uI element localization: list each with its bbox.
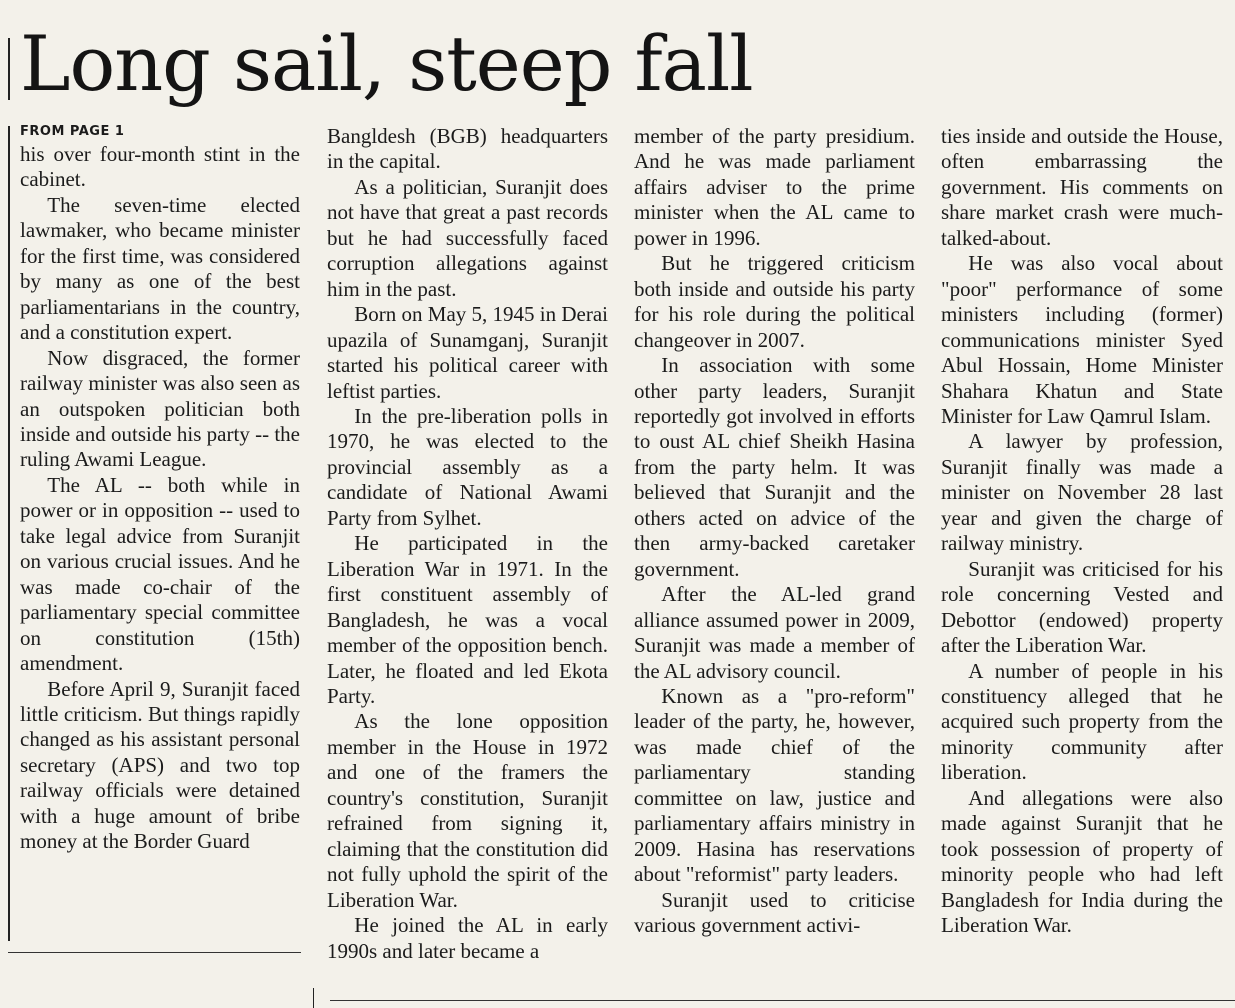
article-column-4 xyxy=(941,124,1223,939)
jump-line: FROM PAGE 1 xyxy=(20,124,125,139)
paragraph: After the AL-led grand alliance assumed power in 2009, Suranjit was made a member of the AL advisory council. xyxy=(634,582,915,683)
paragraph: But he triggered criticism both inside and outside his party for his role during the political changeover in 2007. xyxy=(634,251,915,352)
article-column-2 xyxy=(327,124,608,964)
paragraph: A number of people in his constituency alleged that he acquired such property from the minority community after liberation. xyxy=(941,658,1223,785)
paragraph: member of the party presidium. And he was made parliament affairs adviser to the prime minister when the AL came to power in 1996. xyxy=(634,124,915,250)
paragraph: In association with some other party leaders, Suranjit reportedly got involved in efforts to oust AL chief Sheikh Hasina from the party helm. It was believed that Suranjit and the others acted on advice of the then army-backed caretaker government. xyxy=(634,353,915,581)
paragraph: And allegations were also made against Suranjit that he took possession of property of minority people who had left Bangladesh for India during the Liberation War. xyxy=(941,785,1223,938)
paragraph: Before April 9, Suranjit faced little criticism. But things rapidly changed as his assistant personal secretary (APS) and two top railway officials were detained with a huge amount of bribe money at the Border Guard xyxy=(20,676,300,854)
bottom-column-rule xyxy=(313,988,314,1008)
paragraph: The AL -- both while in power or in opposition -- used to take legal advice from Suranjit on various crucial issues. And he was made co-chair of the parliamentary special committee on constitution (15th) amendment. xyxy=(20,472,300,676)
article-column-3 xyxy=(634,124,915,939)
paragraph: He participated in the Liberation War in 1971. In the first constituent assembly of Bangladesh, he was a vocal member of the opposition bench. Later, he floated and led Ekota Party. xyxy=(327,531,608,708)
paragraph: As a politician, Suranjit does not have that great a past records but he had successfully faced corruption allegations against him in the past. xyxy=(327,174,608,301)
paragraph: In the pre-liberation polls in 1970, he was elected to the provincial assembly as a candidate of National Awami Party from Sylhet. xyxy=(327,403,608,530)
paragraph: As the lone opposition member in the House in 1972 and one of the framers the country's constitution, Suranjit refrained from signing it, claiming that the constitution did not fully uphold the spirit of the Liberation War. xyxy=(327,709,608,912)
column-rule-top xyxy=(8,38,10,100)
paragraph: ties inside and outside the House, often embarrassing the government. His comments on share market crash were much- talked-about. xyxy=(941,124,1223,250)
paragraph: He was also vocal about "poor" performance of some ministers including (former) communications minister Syed Abul Hossain, Home Minister Shahara Khatun and State Minister for Law Qamrul Islam. xyxy=(941,251,1223,428)
paragraph: Suranjit used to criticise various government activi- xyxy=(634,887,915,938)
paragraph: The seven-time elected lawmaker, who became minister for the first time, was considered by many as one of the best parliamentarians in the country, and a constitution expert. xyxy=(20,192,300,345)
paragraph: He joined the AL in early 1990s and later became a xyxy=(327,913,608,963)
column-rule-left xyxy=(8,126,10,941)
paragraph: Now disgraced, the former railway minister was also seen as an outspoken politician both inside and outside his party -- the ruling Awami League. xyxy=(20,345,300,472)
bottom-rule xyxy=(330,1000,1235,1001)
paragraph: Bangldesh (BGB) headquarters in the capital. xyxy=(327,124,608,174)
paragraph: A lawyer by profession, Suranjit finally was made a minister on November 28 last year and given the charge of railway ministry. xyxy=(941,429,1223,556)
paragraph: Known as a "pro-reform" leader of the party, he, however, was made chief of the parliamentary standing committee on law, justice and parliamentary affairs ministry in 2009. Hasina has reservations about "reformist" party leaders. xyxy=(634,683,915,887)
article-column-1 xyxy=(20,142,300,855)
paragraph: his over four-month stint in the cabinet. xyxy=(20,142,300,192)
paragraph: Born on May 5, 1945 in Derai upazila of Sunamganj, Suranjit started his political career with leftist parties. xyxy=(327,302,609,403)
column-end-rule xyxy=(8,952,301,953)
headline: Long sail, steep fall xyxy=(20,19,753,108)
paragraph: Suranjit was criticised for his role concerning Vested and Debottor (endowed) property after the Liberation War. xyxy=(941,556,1223,658)
